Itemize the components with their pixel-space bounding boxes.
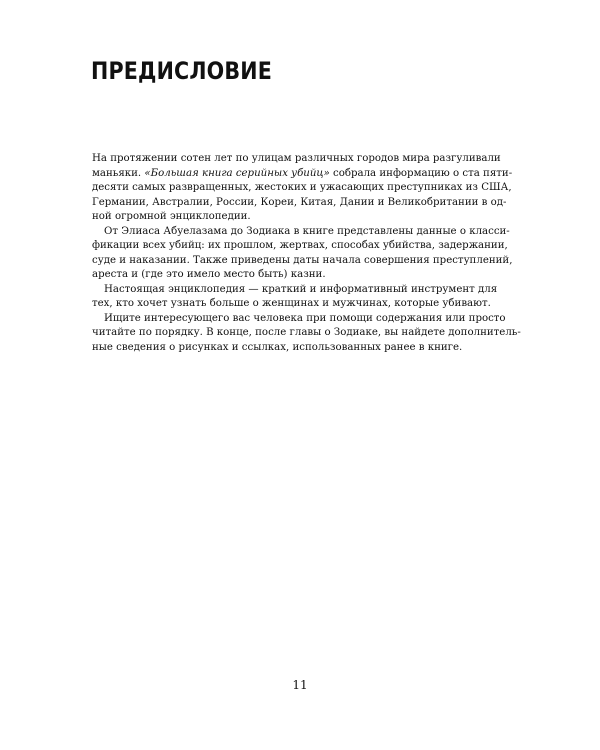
text-line: Ищите интересующего вас человека при помощи содержания или просто — [104, 312, 506, 324]
text-line: ареста и (где это имело место быть) казни. — [92, 269, 326, 280]
paragraph-4 — [92, 312, 521, 356]
book-title-emphasis: «Большая книга серийных убийц» — [144, 167, 330, 179]
text-line: На протяжении сотен лет по улицам различных городов мира разгуливали — [92, 153, 501, 164]
text-segment: собрала информацию о ста пяти- — [329, 167, 513, 179]
text-line: читайте по порядку. В конце, после главы о Зодиаке, вы найдете дополнитель- — [92, 327, 521, 338]
paragraph-1 — [92, 152, 513, 225]
text-line: ные сведения о рисунках и ссылках, использованных ранее в книге. — [92, 341, 463, 353]
paragraph-2 — [92, 225, 513, 283]
text-line: фикации всех убийц: их прошлом, жертвах, способах убийства, задержании, — [92, 240, 508, 251]
text-line: десяти самых развращенных, жестоких и ужасающих преступниках из США, — [92, 182, 512, 193]
text-line: Германии, Австралии, России, Кореи, Китая, Дании и Великобритании в од- — [92, 196, 507, 208]
text-line: Настоящая энциклопедия — краткий и информативный инструмент для — [104, 283, 498, 295]
text-segment: маньяки. — [92, 167, 145, 179]
foreword-text — [92, 152, 521, 355]
text-line — [92, 167, 513, 182]
text-line: суде и наказании. Также приведены даты начала совершения преступлений, — [92, 254, 513, 266]
text-line: ной огромной энциклопедии. — [92, 211, 251, 222]
page-number: 11 — [292, 678, 308, 692]
text-line: тех, кто хочет узнать больше о женщинах и мужчинах, которые убивают. — [92, 298, 491, 309]
paragraph-3 — [92, 283, 496, 312]
text-line: От Элиаса Абуелазама до Зодиака в книге представлены данные о класси- — [104, 225, 510, 237]
chapter-title: ПРЕДИСЛОВИЕ — [91, 57, 273, 85]
